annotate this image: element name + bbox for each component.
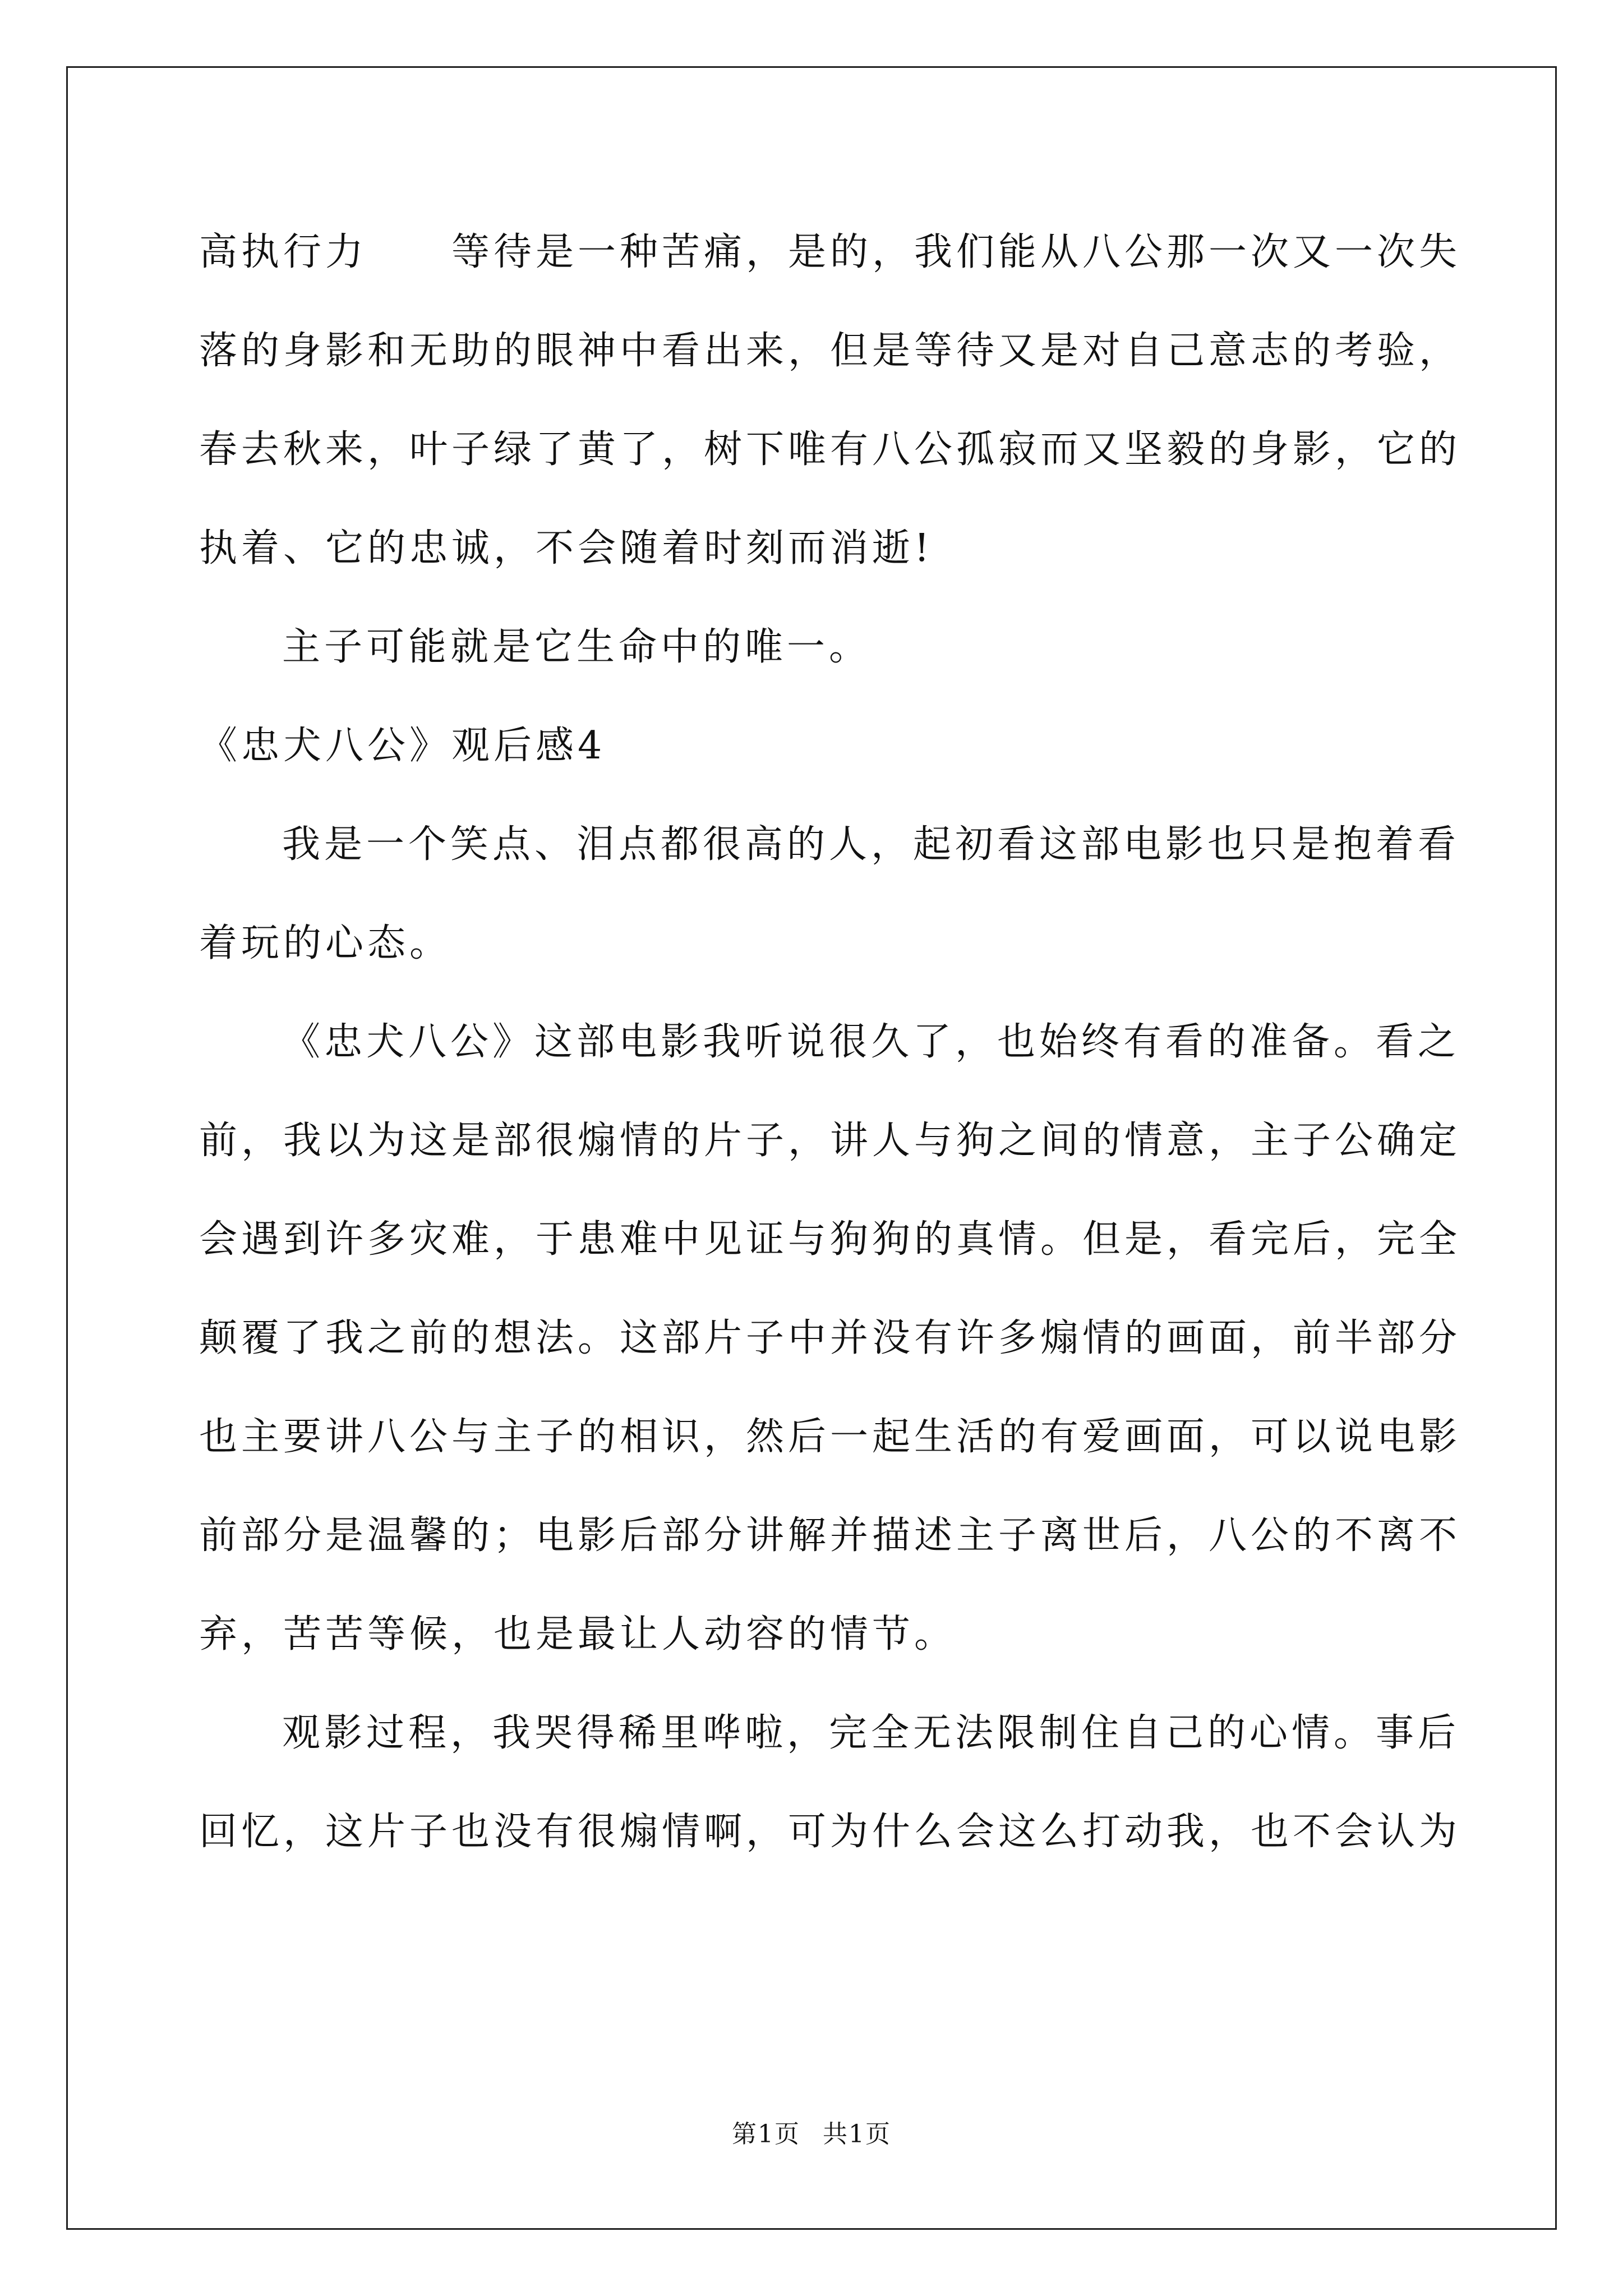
text-line: 着玩的心态。	[199, 921, 452, 965]
text-line: 《忠犬八公》这部电影我听说很久了，也始终有看的准备。看之	[282, 1020, 1460, 1064]
page-footer	[0, 2118, 1623, 2151]
document-body	[199, 219, 1461, 1897]
text-line: 主子可能就是它生命中的唯一。	[282, 625, 872, 669]
text-line: 我是一个笑点、泪点都很高的人，起初看这部电影也只是抱着看	[282, 822, 1460, 867]
text-line: 颠覆了我之前的想法。这部片子中并没有许多煽情的画面，前半部分	[199, 1316, 1461, 1360]
page-total: 共1页	[823, 2120, 891, 2148]
text-line: 前，我以为这是部很煽情的片子，讲人与狗之间的情意，主子公确定	[199, 1119, 1461, 1163]
text-line: 观影过程，我哭得稀里哗啦，完全无法限制住自己的心情。事后	[282, 1711, 1460, 1755]
text-line: 会遇到许多灾难，于患难中见证与狗狗的真情。但是，看完后，完全	[199, 1217, 1461, 1262]
text-line: 落的身影和无助的眼神中看出来，但是等待又是对自己意志的考验，	[199, 329, 1461, 373]
text-line: 前部分是温馨的；电影后部分讲解并描述主子离世后，八公的不离不	[199, 1513, 1461, 1558]
page-number: 第1页	[732, 2120, 800, 2148]
text-line: 也主要讲八公与主子的相识，然后一起生活的有爱画面，可以说电影	[199, 1415, 1461, 1459]
text-line: 弃，苦苦等候，也是最让人动容的情节。	[199, 1612, 957, 1657]
text-line: 高执行力 等待是一种苦痛，是的，我们能从八公那一次又一次失	[199, 230, 1461, 274]
text-line: 执着、它的忠诚，不会随着时刻而消逝!	[199, 526, 934, 570]
text-line: 回忆，这片子也没有很煽情啊，可为什么会这么打动我，也不会认为	[199, 1810, 1461, 1854]
text-line: 春去秋来，叶子绿了黄了，树下唯有八公孤寂而又坚毅的身影，它的	[199, 427, 1461, 472]
section-heading: 《忠犬八公》观后感4	[199, 724, 606, 768]
